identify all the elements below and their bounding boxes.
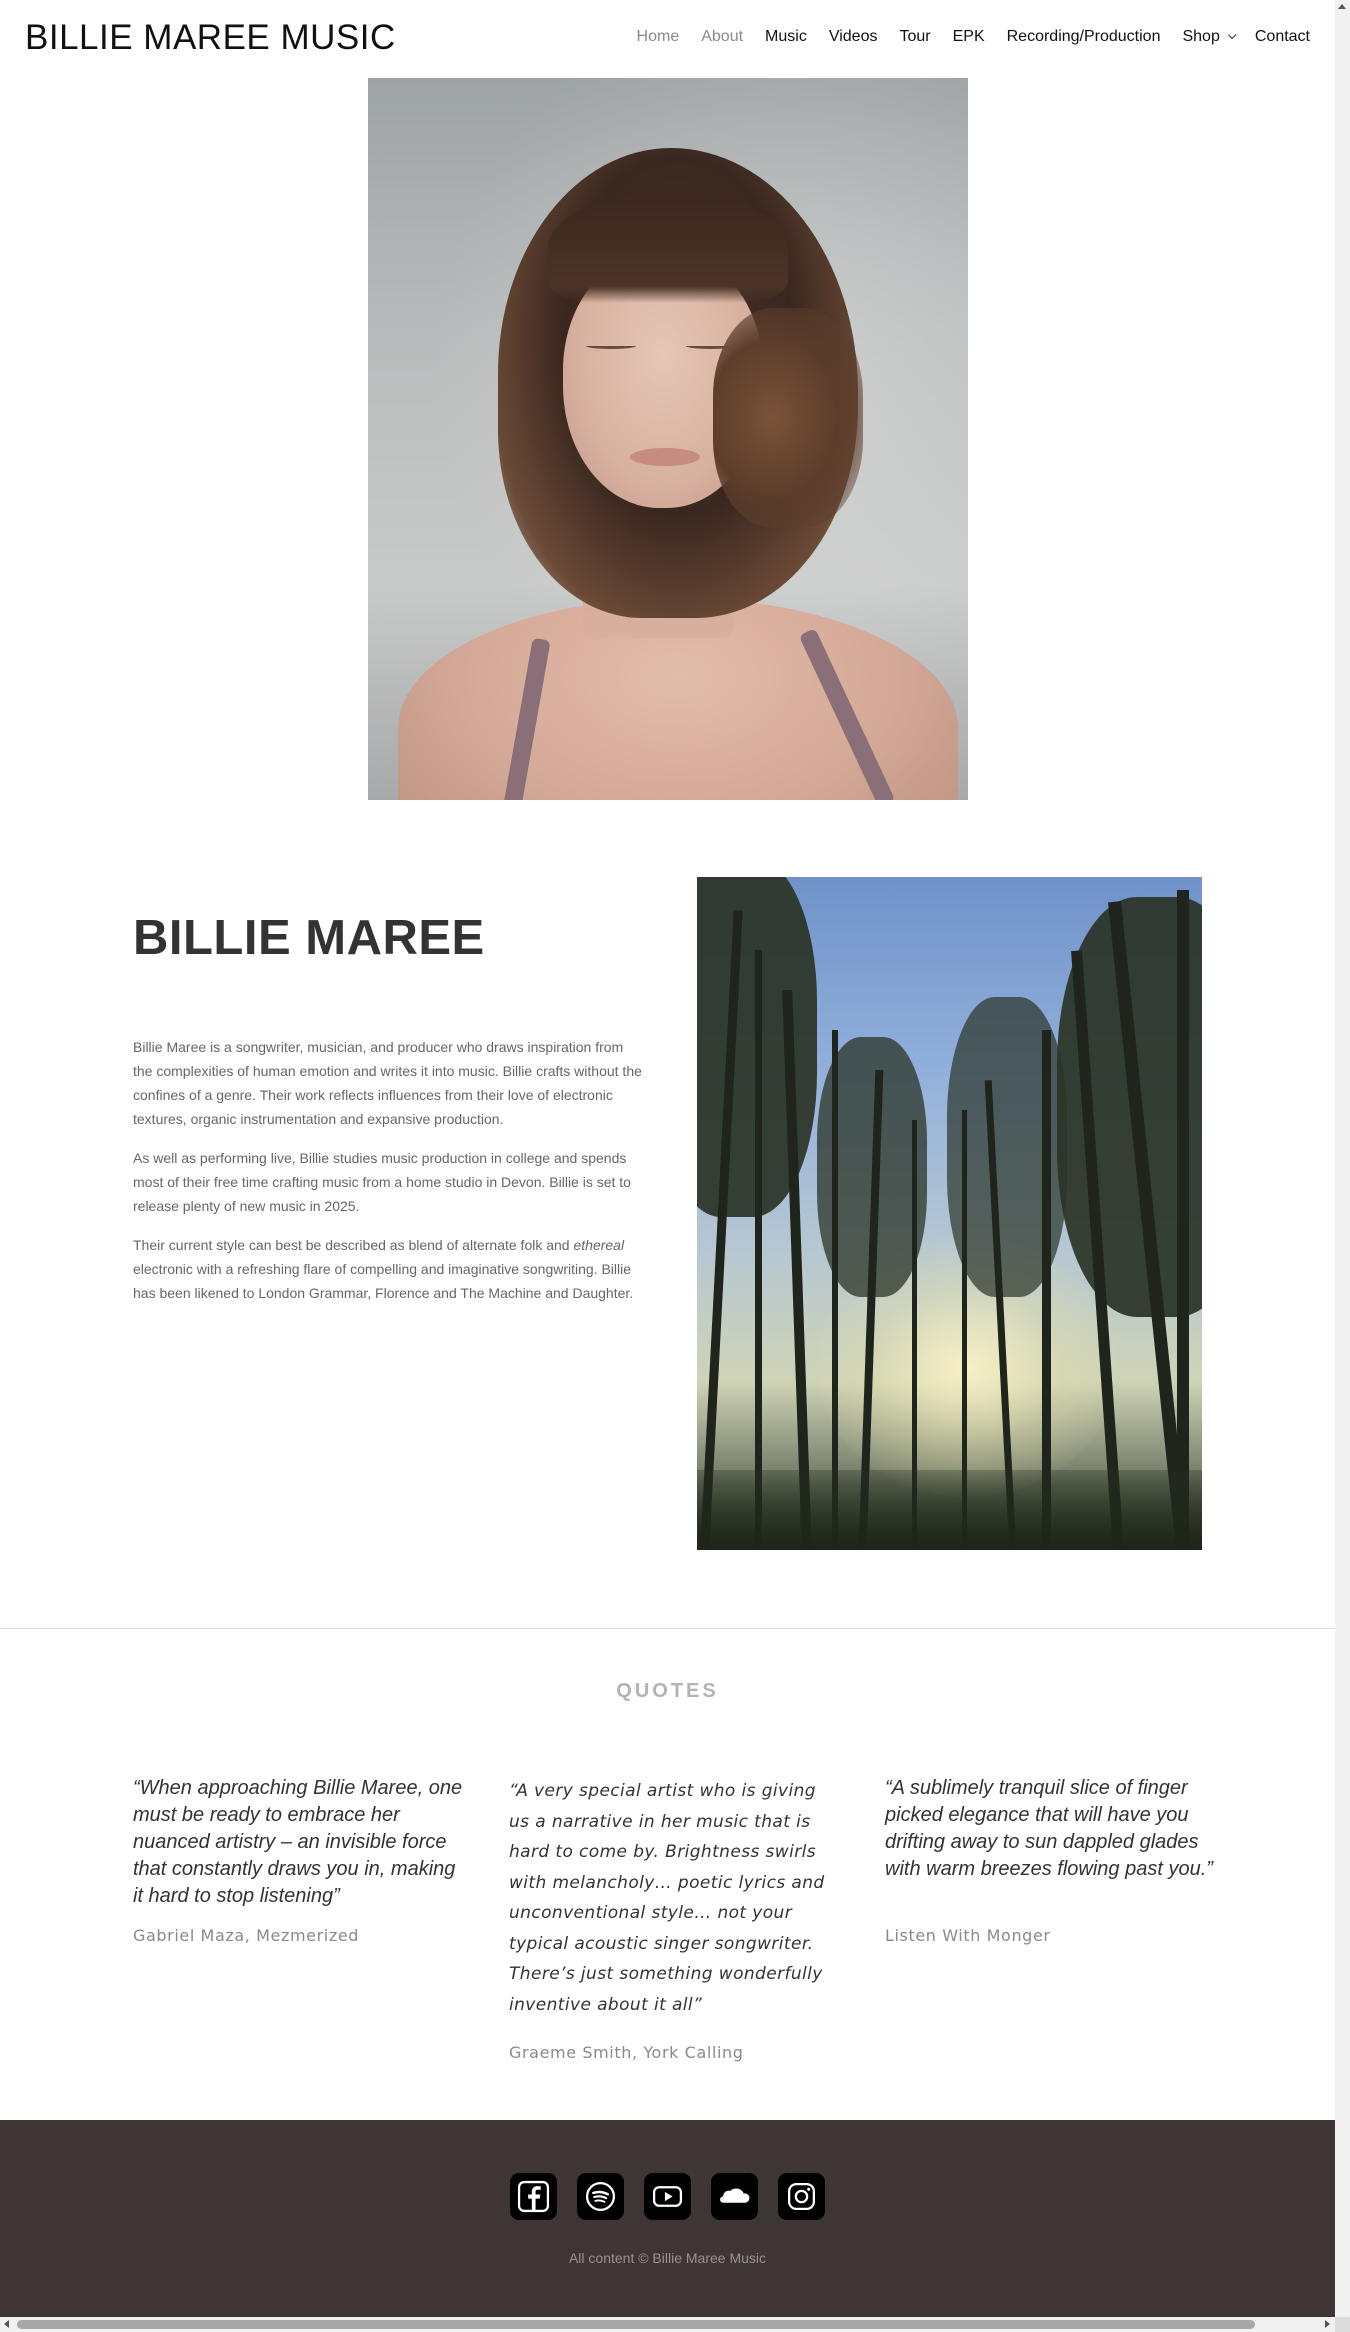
vertical-scrollbar[interactable] bbox=[1335, 0, 1350, 2317]
social-links bbox=[510, 2173, 825, 2220]
youtube-icon[interactable] bbox=[644, 2173, 691, 2220]
about-paragraph: Billie Maree is a songwriter, musician, and producer who draws inspiration from the complexities of human emotion and writes it into music. Billie crafts without the confines of a genre. Their work reflects influences from their love of electronic textures, organic instrumentation and expansive production. bbox=[133, 1039, 642, 1127]
hero-portrait-image bbox=[368, 78, 968, 800]
section-divider bbox=[0, 1628, 1335, 1629]
about-body bbox=[133, 1035, 643, 1320]
main-nav bbox=[615, 28, 1310, 46]
horizontal-scrollbar[interactable] bbox=[0, 2317, 1350, 2332]
scroll-right-icon[interactable] bbox=[1325, 2320, 1330, 2328]
quote-source: Listen With Monger bbox=[885, 1926, 1051, 1945]
chevron-down-icon bbox=[1228, 31, 1236, 39]
about-paragraph: As well as performing live, Billie studies music production in college and spends most of their free time crafting music from a home studio in Devon. Billie is set to release plenty of new music in 2025. bbox=[133, 1150, 631, 1214]
nav-shop[interactable] bbox=[1182, 28, 1232, 46]
about-paragraph: Their current style can best be described as blend of alternate folk and ethereal electronic with a refreshing flare of compelling and imaginative songwriting. Billie has been likened to London Grammar, Florence and The Machine and Daughter. bbox=[133, 1237, 634, 1301]
spotify-icon[interactable] bbox=[577, 2173, 624, 2220]
site-title[interactable]: BILLIE MAREE MUSIC bbox=[25, 18, 396, 57]
quote-text: “A sublimely tranquil slice of finger picked elegance that will have you drifting away to sun dappled glades with warm breezes flowing past you.” bbox=[885, 1777, 1213, 1880]
nav-shop-label: Shop bbox=[1182, 28, 1220, 45]
quote-text: “A very special artist who is giving us a narrative in her music that is hard to come by. Brightness swirls with melancholy… poetic lyrics and unconventional style… not your typical acoustic singer songwriter. There’s just something wonderfully inventive about it all” bbox=[509, 1781, 825, 2015]
scroll-left-icon[interactable] bbox=[4, 2320, 9, 2328]
quotes-heading: QUOTES bbox=[616, 1680, 719, 1702]
site-footer bbox=[0, 2120, 1335, 2320]
nav-music[interactable]: Music bbox=[765, 28, 807, 45]
quote-source: Graeme Smith, York Calling bbox=[509, 2043, 744, 2062]
facebook-icon[interactable] bbox=[510, 2173, 557, 2220]
scrollbar-corner bbox=[1335, 2317, 1350, 2332]
instagram-icon[interactable] bbox=[778, 2173, 825, 2220]
nav-home[interactable]: Home bbox=[636, 28, 680, 45]
copyright-text: All content © Billie Maree Music bbox=[568, 2250, 767, 2266]
about-title: BILLIE MAREE bbox=[133, 911, 485, 965]
nav-about[interactable]: About bbox=[701, 28, 744, 45]
nav-contact[interactable]: Contact bbox=[1254, 28, 1310, 45]
scroll-up-icon[interactable] bbox=[1338, 4, 1346, 9]
forest-image bbox=[697, 877, 1202, 1550]
quote-source: Gabriel Maza, Mezmerized bbox=[133, 1926, 360, 1945]
site-header bbox=[0, 0, 1335, 78]
nav-tour[interactable]: Tour bbox=[899, 28, 931, 45]
soundcloud-icon[interactable] bbox=[711, 2173, 758, 2220]
nav-recording-production[interactable]: Recording/Production bbox=[1006, 28, 1161, 45]
horizontal-scrollbar-thumb[interactable] bbox=[17, 2320, 1255, 2329]
nav-videos[interactable]: Videos bbox=[828, 28, 878, 45]
nav-epk[interactable]: EPK bbox=[952, 28, 985, 45]
quote-text: “When approaching Billie Maree, one must be ready to embrace her nuanced artistry – an invisible force that constantly draws you in, making it hard to stop listening” bbox=[133, 1777, 463, 1907]
